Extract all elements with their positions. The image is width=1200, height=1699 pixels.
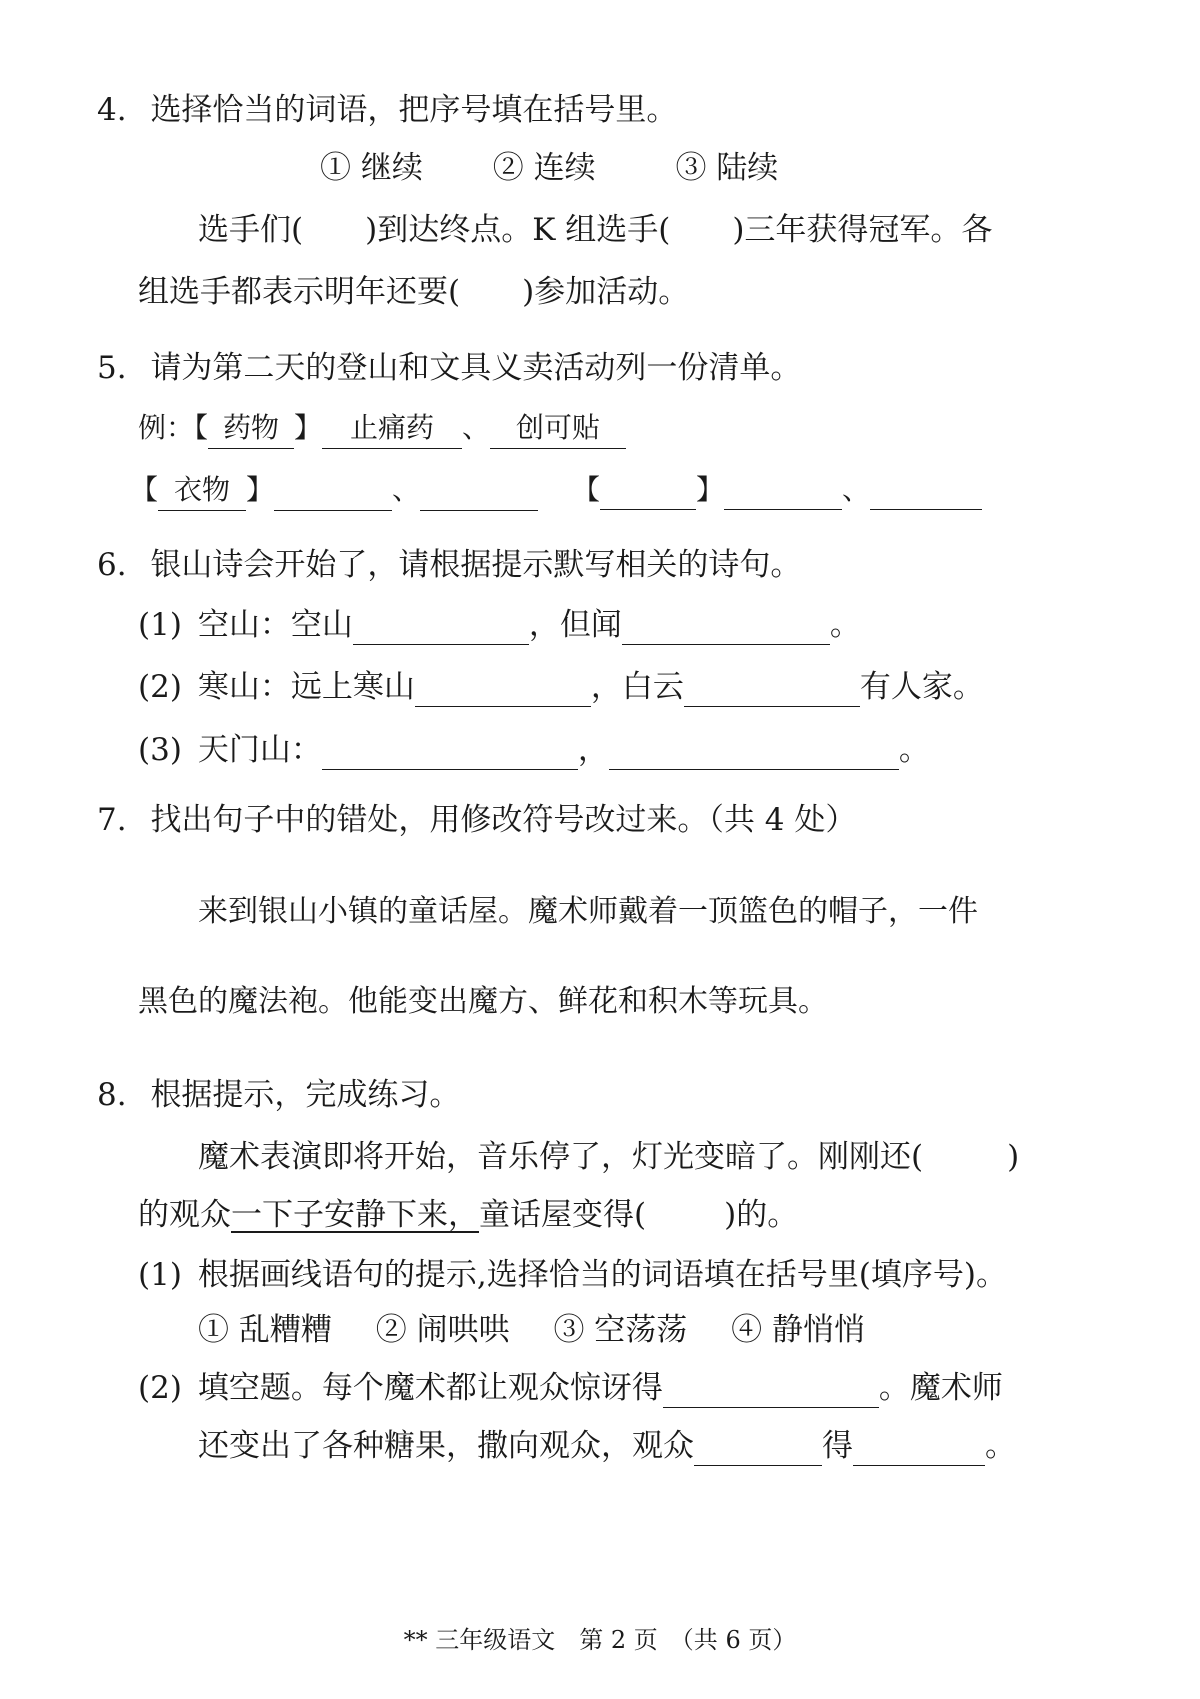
q6-part-1: (1) 空山：空山 ，但闻 。: [138, 607, 861, 643]
q8-blank-5[interactable]: [853, 1431, 985, 1466]
q6-number: 6.: [97, 547, 127, 583]
q8-underlined-phrase: 一下子安静下来，: [231, 1197, 479, 1233]
q5-example-item-2: 创可贴: [490, 408, 626, 449]
q8-prompt: 根据提示，完成练习。: [150, 1077, 461, 1113]
q6-part-2: (2) 寒山：远上寒山 ，白云 有人家。: [138, 669, 984, 705]
q4-option-2: ② 连续: [492, 150, 596, 186]
q5-answer-row-2: 【 】 、: [572, 470, 982, 510]
q8-option-4: ④ 静悄悄: [731, 1312, 866, 1348]
q6-blank-1[interactable]: [353, 610, 529, 645]
q8-option-3: ③ 空荡荡: [553, 1312, 688, 1348]
q6-heading: [97, 545, 801, 585]
q5-category-1: 衣物: [158, 470, 246, 511]
q5-example-category: 药物: [208, 408, 294, 449]
q5-number: 5.: [97, 350, 127, 386]
q8-paragraph-line2: 的观众一下子安静下来，童话屋变得( )的。: [138, 1197, 799, 1233]
q7-number: 7.: [97, 802, 127, 838]
q4-prompt: 选择恰当的词语，把序号填在括号里。: [150, 92, 678, 128]
q8-subquestion-2-line2: 还变出了各种糖果，撒向观众，观众 得 。: [198, 1428, 1016, 1464]
q4-sentence-line1: 选手们( )到达终点。K 组选手( )三年获得冠军。各: [198, 212, 993, 248]
q4-option-1: ① 继续: [320, 150, 423, 186]
q7-sentence-line1[interactable]: 来到银山小镇的童话屋。魔术师戴着一顶篮色的帽子，一件: [198, 894, 978, 929]
q6-part-3: (3) 天门山： ， 。: [138, 732, 930, 768]
q5-heading: [97, 348, 801, 388]
q6-blank-4[interactable]: [684, 672, 860, 707]
q5-category-blank-2[interactable]: [600, 475, 696, 510]
q6-prompt: 银山诗会开始了，请根据提示默写相关的诗句。: [150, 547, 802, 583]
q8-option-2: ② 闹哄哄: [375, 1312, 510, 1348]
q8-subquestion-1: (1) 根据画线语句的提示,选择恰当的词语填在括号里(填序号)。: [138, 1257, 1007, 1293]
q8-paragraph-line1: 魔术表演即将开始，音乐停了，灯光变暗了。刚刚还( ): [198, 1139, 1020, 1175]
page-footer: ** 三年级语文 第 2 页 （共 6 页）: [403, 1626, 797, 1654]
q7-heading: [97, 800, 856, 840]
q7-sentence-line2[interactable]: 黑色的魔法袍。他能变出魔方、鲜花和积木等玩具。: [138, 984, 828, 1019]
q5-blank-3[interactable]: [724, 475, 842, 510]
q8-heading: [97, 1075, 460, 1115]
q6-blank-3[interactable]: [415, 672, 591, 707]
q8-option-1: ① 乱糟糟: [198, 1312, 332, 1348]
q5-prompt: 请为第二天的登山和文具义卖活动列一份清单。: [150, 350, 802, 386]
q5-answer-row: 【 衣物 】 、: [130, 470, 538, 511]
q4-heading: [97, 90, 677, 130]
q8-blank-4[interactable]: [694, 1431, 822, 1466]
q5-blank-2[interactable]: [420, 476, 538, 511]
q6-blank-6[interactable]: [609, 735, 899, 770]
q5-example-item-1: 止痛药: [322, 408, 462, 449]
q6-blank-2[interactable]: [622, 610, 830, 645]
q5-example-row: 例：【 药物 】 止痛药 、 创可贴: [138, 408, 626, 449]
q8-blank-3[interactable]: [663, 1373, 879, 1408]
q5-blank-1[interactable]: [274, 476, 392, 511]
q5-blank-4[interactable]: [870, 475, 982, 510]
q8-number: 8.: [97, 1077, 127, 1113]
q8-subquestion-2-line1: (2) 填空题。每个魔术都让观众惊讶得 。魔术师: [138, 1370, 1003, 1406]
q6-blank-5[interactable]: [322, 735, 578, 770]
q4-sentence-line2: 组选手都表示明年还要( )参加活动。: [138, 274, 690, 310]
q4-number: 4.: [97, 92, 127, 128]
q8-options: [198, 1310, 865, 1350]
q4-option-3: ③ 陆续: [675, 150, 779, 186]
q4-options: [320, 148, 778, 188]
q7-prompt: 找出句子中的错处，用修改符号改过来。（共 4 处）: [150, 802, 857, 838]
